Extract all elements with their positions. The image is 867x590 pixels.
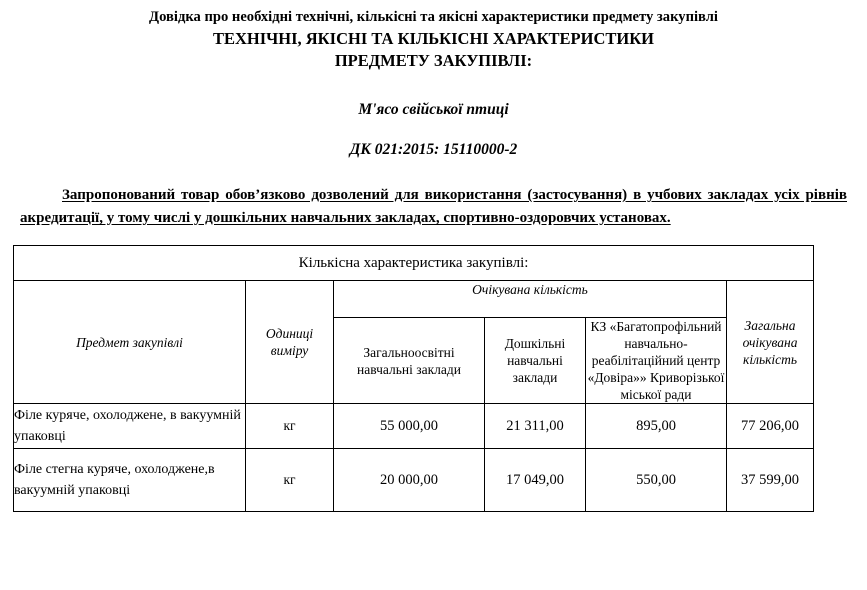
procurement-code: ДК 021:2015: 15110000-2 bbox=[349, 141, 518, 158]
header-total: Загальна очікувана кількість bbox=[727, 281, 814, 404]
cell-unit: кг bbox=[246, 449, 334, 512]
cell-preschools: 17 049,00 bbox=[485, 449, 586, 512]
header-kz-center: КЗ «Багатопрофільний навчально-реабілітаційний центр «Довіра»» Криворізької міської ради bbox=[586, 318, 727, 404]
cell-general-schools: 55 000,00 bbox=[334, 404, 485, 449]
quantity-table-wrapper bbox=[13, 245, 813, 512]
cell-unit: кг bbox=[246, 404, 334, 449]
table-row bbox=[14, 449, 814, 512]
heading-line-3: ПРЕДМЕТУ ЗАКУПІВЛІ: bbox=[334, 51, 533, 70]
header-subject: Предмет закупівлі bbox=[14, 281, 246, 404]
table-caption-row bbox=[14, 246, 814, 281]
cell-kz-center: 550,00 bbox=[586, 449, 727, 512]
table-row bbox=[14, 404, 814, 449]
heading-line-2: ТЕХНІЧНІ, ЯКІСНІ ТА КІЛЬКІСНІ ХАРАКТЕРИСТИКИ bbox=[212, 29, 655, 48]
header-unit: Одиниці виміру bbox=[246, 281, 334, 404]
cell-kz-center: 895,00 bbox=[586, 404, 727, 449]
table-header-row-1 bbox=[14, 281, 814, 318]
header-expected-group: Очікувана кількість bbox=[334, 281, 727, 318]
quantity-table bbox=[13, 245, 814, 512]
table-caption: Кількісна характеристика закупівлі: bbox=[14, 246, 814, 281]
cell-subject: Філе куряче, охолоджене, в вакуумній упаковці bbox=[14, 404, 246, 449]
cell-preschools: 21 311,00 bbox=[485, 404, 586, 449]
header-preschools: Дошкільні навчальні заклади bbox=[485, 318, 586, 404]
cell-subject: Філе стегна куряче, охолоджене,в вакуумній упаковці bbox=[14, 449, 246, 512]
header-general-schools: Загальноосвітні навчальні заклади bbox=[334, 318, 485, 404]
usage-notice-paragraph: Запропонований товар обов’язково дозволений для використання (застосування) в учбових закладах усіх рівнів акредитації, у тому числі у дошкільних навчальних закладах, спортивно-оздоровчих установах. bbox=[20, 187, 847, 226]
cell-general-schools: 20 000,00 bbox=[334, 449, 485, 512]
cell-total: 77 206,00 bbox=[727, 404, 814, 449]
cell-total: 37 599,00 bbox=[727, 449, 814, 512]
procurement-subject: М'ясо свійської птиці bbox=[358, 101, 509, 118]
heading-line-1: Довідка про необхідні технічні, кількісні та якісні характеристики предмету закупівлі bbox=[149, 9, 718, 25]
document-heading-block bbox=[0, 0, 867, 72]
